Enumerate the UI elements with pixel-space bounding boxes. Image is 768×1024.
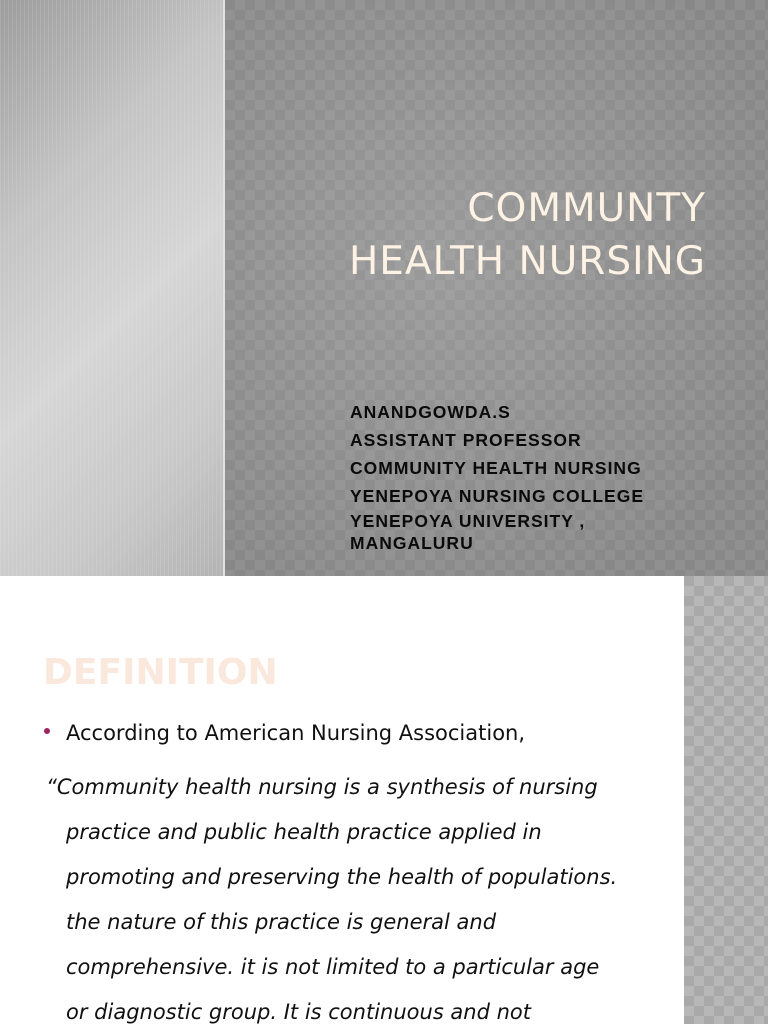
definition-slide xyxy=(0,576,768,1024)
slide-right-strip xyxy=(684,576,768,1024)
quote-line-3: promoting and preserving the health of populations. xyxy=(66,865,618,889)
title-line-1: COMMUNTY xyxy=(467,186,706,231)
author-department: COMMUNITY HEALTH NURSING xyxy=(350,458,642,478)
bullet-dot-icon xyxy=(44,728,50,734)
quote-line-4: the nature of this practice is general and xyxy=(66,910,497,934)
author-name: ANANDGOWDA.S xyxy=(350,402,511,422)
bullet-text: According to American Nursing Association, xyxy=(66,721,526,745)
author-position: ASSISTANT PROFESSOR xyxy=(350,430,582,450)
bullet-item xyxy=(44,718,664,748)
quote-line-2: practice and public health practice applied in xyxy=(66,820,542,844)
slide-title xyxy=(349,182,706,288)
quote-line-5: comprehensive. it is not limited to a particular age xyxy=(66,955,600,979)
author-college: YENEPOYA NURSING COLLEGE xyxy=(350,486,645,506)
author-block xyxy=(350,398,750,554)
definition-heading: DEFINITION xyxy=(43,652,278,693)
title-line-2: HEALTH NURSING xyxy=(348,239,706,284)
quote-line-6: or diagnostic group. It is continuous and not xyxy=(66,1000,532,1024)
author-city: MANGALURU xyxy=(350,533,474,553)
author-university: YENEPOYA UNIVERSITY , xyxy=(350,511,586,531)
definition-quote xyxy=(46,765,686,1024)
quote-line-1: “Community health nursing is a synthesis of nursing xyxy=(46,775,598,799)
slide-left-texture xyxy=(0,0,223,576)
